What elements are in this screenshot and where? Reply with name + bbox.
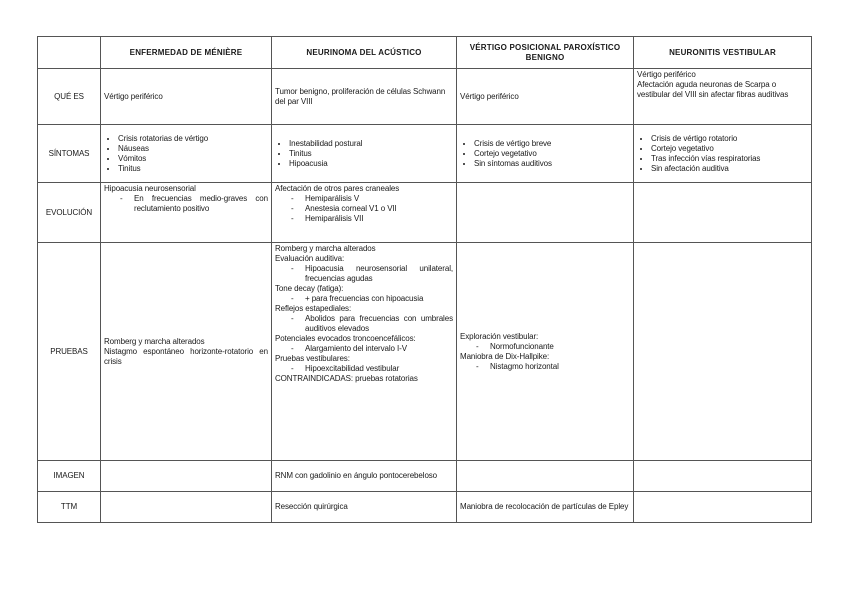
sintomas-meniere-list — [104, 134, 268, 174]
cell-ttm-meniere — [101, 492, 272, 523]
evolucion-meniere-text: Hipoacusia neurosensorial — [104, 184, 196, 193]
row-pruebas — [38, 243, 812, 461]
cell-pruebas-vppb — [457, 243, 634, 461]
list-item: • Crisis de vértigo breve — [474, 139, 630, 149]
row-label-pruebas: PRUEBAS — [38, 243, 101, 461]
cell-sintomas-neurinoma — [272, 125, 457, 183]
pruebas-meniere-line2: Nistagmo espontáneo horizonte-rotatorio en crisis — [104, 346, 268, 366]
list-item: • Tinitus — [289, 149, 453, 159]
pruebas-neurinoma-vestibulares: Pruebas vestibulares: — [275, 354, 350, 363]
sintomas-neurinoma-list — [275, 139, 453, 169]
cell-que-neuronitis — [634, 69, 812, 125]
cell-ttm-neuronitis — [634, 492, 812, 523]
cell-evolucion-vppb — [457, 183, 634, 243]
cell-sintomas-vppb — [457, 125, 634, 183]
evolucion-neurinoma-text: Afectación de otros pares craneales — [275, 184, 400, 193]
list-item: • Vómitos — [118, 154, 268, 164]
cell-evolucion-neuronitis — [634, 183, 812, 243]
row-label-imagen: IMAGEN — [38, 461, 101, 492]
cell-ttm-neurinoma: Resección quirúrgica — [272, 492, 457, 523]
header-neurinoma: NEURINOMA DEL ACÚSTICO — [272, 37, 457, 69]
row-label-evolucion: EVOLUCIÓN — [38, 183, 101, 243]
pruebas-neurinoma-reflejos: Reflejos estapediales: — [275, 304, 352, 313]
list-item: - Nistagmo horizontal — [476, 362, 630, 372]
pruebas-neurinoma-sub5 — [275, 364, 453, 374]
cell-imagen-vppb — [457, 461, 634, 492]
pruebas-neurinoma-sub2 — [275, 294, 453, 304]
pruebas-vppb-exploracion: Exploración vestibular: — [460, 331, 539, 341]
header-vppb: VÉRTIGO POSICIONAL PAROXÍSTICO BENIGNO — [457, 37, 634, 69]
cell-que-vppb: Vértigo periférico — [457, 69, 634, 125]
pruebas-neurinoma-sub4 — [275, 344, 453, 354]
pruebas-vppb-sub2 — [460, 362, 630, 372]
header-meniere: ENFERMEDAD DE MÉNIÈRE — [101, 37, 272, 69]
list-item: • Crisis de vértigo rotatorio — [651, 134, 808, 144]
cell-ttm-vppb: Maniobra de recolocación de partículas de Epley — [457, 492, 634, 523]
list-item: - Hemiparálisis V — [291, 194, 453, 204]
pruebas-neurinoma-potenciales: Potenciales evocados troncoencefálicos: — [275, 334, 416, 343]
header-neuronitis: NEURONITIS VESTIBULAR — [634, 37, 812, 69]
row-label-que-es: QUÉ ES — [38, 69, 101, 125]
cell-imagen-meniere — [101, 461, 272, 492]
list-item: • Inestabilidad postural — [289, 139, 453, 149]
pruebas-neurinoma-tone-decay: Tone decay (fatiga): — [275, 284, 344, 293]
list-item: - Anestesia corneal V1 o VII — [291, 204, 453, 214]
que-neuronitis-line1: Vértigo periférico — [637, 70, 696, 79]
header-blank — [38, 37, 101, 69]
pruebas-meniere-line1: Romberg y marcha alterados — [104, 336, 205, 346]
row-evolucion — [38, 183, 812, 243]
pruebas-vppb-dix-hallpike: Maniobra de Dix-Hallpike: — [460, 351, 550, 361]
list-item: • Sin afectación auditiva — [651, 164, 808, 174]
cell-pruebas-neuronitis — [634, 243, 812, 461]
row-sintomas — [38, 125, 812, 183]
pruebas-neurinoma-contraindicadas: CONTRAINDICADAS: pruebas rotatorias — [275, 374, 418, 383]
list-item: • Tinitus — [118, 164, 268, 174]
list-item: • Cortejo vegetativo — [651, 144, 808, 154]
row-que-es — [38, 69, 812, 125]
list-item: - Alargamiento del intervalo I-V — [291, 344, 453, 354]
evolucion-neurinoma-sublist — [275, 194, 453, 224]
cell-que-neurinoma: Tumor benigno, proliferación de células Schwann del par VIII — [272, 69, 457, 125]
cell-que-meniere: Vértigo periférico — [101, 69, 272, 125]
list-item: - En frecuencias medio-graves con reclutamiento positivo — [120, 194, 268, 214]
list-item: - + para frecuencias con hipoacusia — [291, 294, 453, 304]
cell-evolucion-meniere — [101, 183, 272, 243]
que-neuronitis-line2: Afectación aguda neuronas de Scarpa o vestibular del VIII sin afectar fibras auditivas — [637, 80, 789, 99]
pruebas-neurinoma-sub3 — [275, 314, 453, 334]
list-item: • Hipoacusia — [289, 159, 453, 169]
cell-pruebas-neurinoma — [272, 243, 457, 461]
cell-imagen-neuronitis — [634, 461, 812, 492]
cell-evolucion-neurinoma — [272, 183, 457, 243]
list-item: • Náuseas — [118, 144, 268, 154]
row-label-ttm: TTM — [38, 492, 101, 523]
pruebas-neurinoma-romberg: Romberg y marcha alterados — [275, 244, 376, 253]
list-item: • Sin síntomas auditivos — [474, 159, 630, 169]
sintomas-neuronitis-list — [637, 134, 808, 174]
list-item: - Normofuncionante — [476, 342, 630, 352]
cell-imagen-neurinoma: RNM con gadolinio en ángulo pontocerebeloso — [272, 461, 457, 492]
cell-sintomas-meniere — [101, 125, 272, 183]
row-ttm — [38, 492, 812, 523]
pruebas-vppb-sub1 — [460, 342, 630, 352]
sintomas-vppb-list — [460, 139, 630, 169]
comparison-table — [37, 36, 812, 523]
cell-sintomas-neuronitis — [634, 125, 812, 183]
pruebas-neurinoma-eval-auditiva: Evaluación auditiva: — [275, 254, 345, 263]
list-item: • Crisis rotatorias de vértigo — [118, 134, 268, 144]
list-item: - Hipoexcitabilidad vestibular — [291, 364, 453, 374]
list-item: - Hemiparálisis VII — [291, 214, 453, 224]
row-imagen — [38, 461, 812, 492]
header-row — [38, 37, 812, 69]
evolucion-meniere-sublist — [104, 194, 268, 214]
row-label-sintomas: SÍNTOMAS — [38, 125, 101, 183]
list-item: - Abolidos para frecuencias con umbrales auditivos elevados — [291, 314, 453, 334]
list-item: • Cortejo vegetativo — [474, 149, 630, 159]
list-item: • Tras infección vías respiratorias — [651, 154, 808, 164]
list-item: - Hipoacusia neurosensorial unilateral, frecuencias agudas — [291, 264, 453, 284]
cell-pruebas-meniere — [101, 243, 272, 461]
pruebas-neurinoma-sub1 — [275, 264, 453, 284]
